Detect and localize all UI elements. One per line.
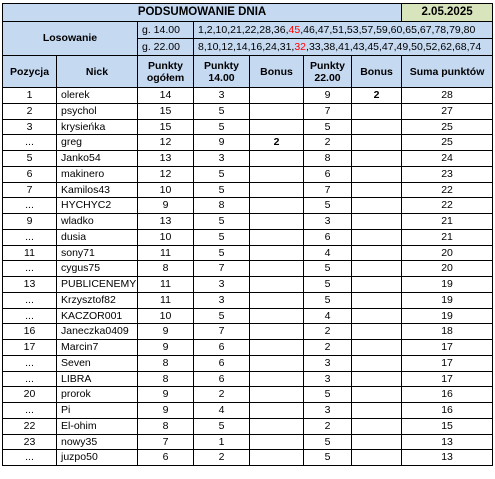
table-row xyxy=(3,371,493,387)
cell-sum: 17 xyxy=(402,371,493,387)
cell-nick: makinero xyxy=(57,166,138,182)
cell-bonus-14 xyxy=(250,245,304,261)
cell-nick: prorok xyxy=(57,387,138,403)
table-row xyxy=(3,103,493,119)
cell-bonus-14 xyxy=(250,214,304,230)
cell-bonus-22 xyxy=(352,403,402,419)
cell-bonus-14 xyxy=(250,229,304,245)
cell-sum: 19 xyxy=(402,308,493,324)
cell-bonus-22 xyxy=(352,261,402,277)
cell-points-22: 5 xyxy=(304,198,352,214)
cell-position: 6 xyxy=(3,166,57,182)
cell-total: 8 xyxy=(138,418,194,434)
cell-nick: LIBRA xyxy=(57,371,138,387)
cell-points-22: 9 xyxy=(304,88,352,104)
cell-bonus-14 xyxy=(250,308,304,324)
cell-bonus-14 xyxy=(250,387,304,403)
col-header-bonus-14: Bonus xyxy=(250,56,304,88)
cell-points-22: 2 xyxy=(304,340,352,356)
table-row xyxy=(3,151,493,167)
table-row xyxy=(3,340,493,356)
cell-position: 16 xyxy=(3,324,57,340)
title-row xyxy=(3,4,493,22)
cell-total: 14 xyxy=(138,88,194,104)
table-row xyxy=(3,214,493,230)
cell-bonus-14 xyxy=(250,103,304,119)
cell-bonus-22 xyxy=(352,182,402,198)
cell-bonus-22 xyxy=(352,418,402,434)
cell-position: 2 xyxy=(3,103,57,119)
cell-position: ... xyxy=(3,450,57,466)
cell-points-14: 3 xyxy=(194,88,250,104)
cell-bonus-14 xyxy=(250,450,304,466)
cell-points-22: 5 xyxy=(304,261,352,277)
cell-total: 9 xyxy=(138,403,194,419)
cell-sum: 17 xyxy=(402,355,493,371)
cell-nick: sony71 xyxy=(57,245,138,261)
cell-nick: wladko xyxy=(57,214,138,230)
cell-points-14: 5 xyxy=(194,182,250,198)
cell-bonus-14 xyxy=(250,340,304,356)
cell-points-22: 5 xyxy=(304,450,352,466)
col-header-total: Punkty ogółem xyxy=(138,56,194,88)
table-row xyxy=(3,418,493,434)
table-row xyxy=(3,277,493,293)
table-row xyxy=(3,450,493,466)
cell-total: 15 xyxy=(138,103,194,119)
cell-sum: 13 xyxy=(402,434,493,450)
cell-points-22: 6 xyxy=(304,229,352,245)
cell-bonus-14 xyxy=(250,418,304,434)
cell-points-22: 5 xyxy=(304,387,352,403)
cell-sum: 19 xyxy=(402,292,493,308)
cell-bonus-22 xyxy=(352,340,402,356)
cell-position: ... xyxy=(3,308,57,324)
cell-nick: KACZOR001 xyxy=(57,308,138,324)
cell-points-14: 8 xyxy=(194,198,250,214)
cell-position: 17 xyxy=(3,340,57,356)
draw-numbers-1: 1,2,10,21,22,28,36,45,46,47,51,53,57,59,60,65,67,78,79,80 xyxy=(194,22,493,39)
cell-sum: 24 xyxy=(402,151,493,167)
cell-bonus-14 xyxy=(250,166,304,182)
cell-position: 3 xyxy=(3,119,57,135)
cell-nick: cygus75 xyxy=(57,261,138,277)
cell-points-14: 5 xyxy=(194,245,250,261)
cell-nick: Seven xyxy=(57,355,138,371)
cell-bonus-14: 2 xyxy=(250,135,304,151)
cell-bonus-14 xyxy=(250,292,304,308)
cell-bonus-22 xyxy=(352,277,402,293)
highlighted-number-2: 32 xyxy=(294,40,307,53)
cell-nick: psychol xyxy=(57,103,138,119)
cell-total: 11 xyxy=(138,245,194,261)
col-header-bonus-22: Bonus xyxy=(352,56,402,88)
cell-points-22: 3 xyxy=(304,403,352,419)
cell-points-14: 7 xyxy=(194,261,250,277)
cell-bonus-14 xyxy=(250,324,304,340)
cell-position: ... xyxy=(3,135,57,151)
cell-points-14: 2 xyxy=(194,387,250,403)
table-row xyxy=(3,135,493,151)
cell-bonus-14 xyxy=(250,261,304,277)
cell-total: 10 xyxy=(138,308,194,324)
cell-points-22: 2 xyxy=(304,135,352,151)
cell-sum: 21 xyxy=(402,214,493,230)
cell-sum: 18 xyxy=(402,324,493,340)
cell-points-22: 5 xyxy=(304,292,352,308)
cell-bonus-22 xyxy=(352,166,402,182)
cell-position: ... xyxy=(3,371,57,387)
col-header-points-14: Punkty 14.00 xyxy=(194,56,250,88)
cell-total: 10 xyxy=(138,182,194,198)
cell-sum: 25 xyxy=(402,135,493,151)
cell-total: 15 xyxy=(138,119,194,135)
cell-points-14: 5 xyxy=(194,418,250,434)
draw-time-1: g. 14.00 xyxy=(138,22,194,39)
cell-points-22: 7 xyxy=(304,182,352,198)
cell-bonus-22 xyxy=(352,292,402,308)
table-row xyxy=(3,229,493,245)
cell-nick: dusia xyxy=(57,229,138,245)
cell-sum: 25 xyxy=(402,119,493,135)
cell-position: 7 xyxy=(3,182,57,198)
cell-total: 7 xyxy=(138,434,194,450)
cell-points-14: 3 xyxy=(194,292,250,308)
cell-sum: 20 xyxy=(402,245,493,261)
cell-position: 13 xyxy=(3,277,57,293)
cell-bonus-14 xyxy=(250,277,304,293)
cell-total: 9 xyxy=(138,198,194,214)
cell-bonus-22: 2 xyxy=(352,88,402,104)
cell-bonus-22 xyxy=(352,355,402,371)
cell-points-22: 6 xyxy=(304,166,352,182)
cell-points-22: 5 xyxy=(304,434,352,450)
cell-sum: 22 xyxy=(402,182,493,198)
cell-nick: Kamilos43 xyxy=(57,182,138,198)
summary-table xyxy=(2,3,493,466)
cell-points-14: 5 xyxy=(194,103,250,119)
table-row xyxy=(3,119,493,135)
table-row xyxy=(3,245,493,261)
cell-position: ... xyxy=(3,403,57,419)
cell-nick: greg xyxy=(57,135,138,151)
cell-position: ... xyxy=(3,198,57,214)
cell-points-22: 4 xyxy=(304,308,352,324)
table-row xyxy=(3,308,493,324)
cell-nick: Krzysztof82 xyxy=(57,292,138,308)
table-row xyxy=(3,403,493,419)
cell-total: 13 xyxy=(138,151,194,167)
cell-points-14: 5 xyxy=(194,229,250,245)
cell-bonus-22 xyxy=(352,387,402,403)
cell-total: 11 xyxy=(138,277,194,293)
cell-bonus-14 xyxy=(250,119,304,135)
cell-points-14: 5 xyxy=(194,214,250,230)
cell-points-14: 5 xyxy=(194,166,250,182)
cell-sum: 28 xyxy=(402,88,493,104)
cell-sum: 17 xyxy=(402,340,493,356)
cell-points-14: 3 xyxy=(194,277,250,293)
cell-points-14: 6 xyxy=(194,340,250,356)
cell-total: 13 xyxy=(138,214,194,230)
table-row xyxy=(3,166,493,182)
cell-sum: 23 xyxy=(402,166,493,182)
cell-points-22: 4 xyxy=(304,245,352,261)
cell-points-14: 7 xyxy=(194,324,250,340)
cell-position: 22 xyxy=(3,418,57,434)
cell-total: 8 xyxy=(138,261,194,277)
cell-bonus-22 xyxy=(352,103,402,119)
cell-total: 12 xyxy=(138,166,194,182)
cell-bonus-14 xyxy=(250,434,304,450)
col-header-points-22: Punkty 22.00 xyxy=(304,56,352,88)
cell-bonus-14 xyxy=(250,371,304,387)
table-row xyxy=(3,292,493,308)
cell-points-22: 3 xyxy=(304,371,352,387)
cell-nick: Janko54 xyxy=(57,151,138,167)
cell-nick: El-ohim xyxy=(57,418,138,434)
cell-bonus-14 xyxy=(250,403,304,419)
page-title: PODSUMOWANIE DNIA xyxy=(3,4,402,22)
cell-bonus-14 xyxy=(250,355,304,371)
cell-points-22: 3 xyxy=(304,214,352,230)
cell-nick: Pi xyxy=(57,403,138,419)
draw-time-2: g. 22.00 xyxy=(138,39,194,56)
cell-bonus-14 xyxy=(250,88,304,104)
cell-bonus-22 xyxy=(352,450,402,466)
cell-points-14: 1 xyxy=(194,434,250,450)
cell-total: 10 xyxy=(138,229,194,245)
cell-sum: 22 xyxy=(402,198,493,214)
cell-bonus-22 xyxy=(352,434,402,450)
cell-total: 9 xyxy=(138,324,194,340)
cell-bonus-22 xyxy=(352,214,402,230)
cell-points-14: 6 xyxy=(194,355,250,371)
cell-position: ... xyxy=(3,229,57,245)
cell-total: 8 xyxy=(138,371,194,387)
cell-position: ... xyxy=(3,355,57,371)
cell-points-22: 5 xyxy=(304,277,352,293)
cell-bonus-14 xyxy=(250,182,304,198)
table-row xyxy=(3,182,493,198)
cell-bonus-22 xyxy=(352,198,402,214)
cell-bonus-22 xyxy=(352,324,402,340)
cell-bonus-22 xyxy=(352,308,402,324)
cell-points-14: 5 xyxy=(194,119,250,135)
cell-sum: 16 xyxy=(402,403,493,419)
cell-nick: krysieńka xyxy=(57,119,138,135)
cell-points-22: 8 xyxy=(304,151,352,167)
cell-nick: Janeczka0409 xyxy=(57,324,138,340)
table-row xyxy=(3,324,493,340)
cell-sum: 19 xyxy=(402,277,493,293)
cell-total: 11 xyxy=(138,292,194,308)
cell-points-22: 3 xyxy=(304,355,352,371)
cell-total: 12 xyxy=(138,135,194,151)
cell-bonus-22 xyxy=(352,119,402,135)
cell-total: 9 xyxy=(138,387,194,403)
cell-bonus-22 xyxy=(352,135,402,151)
cell-bonus-14 xyxy=(250,198,304,214)
report-date: 2.05.2025 xyxy=(402,4,493,22)
cell-points-14: 9 xyxy=(194,135,250,151)
cell-nick: juzpo50 xyxy=(57,450,138,466)
cell-nick: HYCHYC2 xyxy=(57,198,138,214)
cell-position: 9 xyxy=(3,214,57,230)
cell-points-14: 4 xyxy=(194,403,250,419)
cell-total: 9 xyxy=(138,340,194,356)
cell-position: 5 xyxy=(3,151,57,167)
col-header-nick: Nick xyxy=(57,56,138,88)
cell-bonus-14 xyxy=(250,151,304,167)
cell-sum: 21 xyxy=(402,229,493,245)
col-header-position: Pozycja xyxy=(3,56,57,88)
cell-position: 1 xyxy=(3,88,57,104)
cell-points-14: 5 xyxy=(194,308,250,324)
col-header-sum: Suma punktów xyxy=(402,56,493,88)
cell-nick: Marcin7 xyxy=(57,340,138,356)
cell-sum: 13 xyxy=(402,450,493,466)
cell-bonus-22 xyxy=(352,371,402,387)
cell-points-14: 6 xyxy=(194,371,250,387)
draw-row-1 xyxy=(3,22,493,39)
cell-points-22: 2 xyxy=(304,324,352,340)
table-row xyxy=(3,198,493,214)
cell-position: 20 xyxy=(3,387,57,403)
cell-total: 6 xyxy=(138,450,194,466)
cell-position: ... xyxy=(3,292,57,308)
cell-sum: 15 xyxy=(402,418,493,434)
draw-numbers-2: 8,10,12,14,16,24,31,32,33,38,41,43,45,47,49,50,52,62,68,74 xyxy=(194,39,493,56)
column-header-row xyxy=(3,56,493,88)
cell-position: 23 xyxy=(3,434,57,450)
cell-sum: 20 xyxy=(402,261,493,277)
cell-points-14: 2 xyxy=(194,450,250,466)
cell-position: 11 xyxy=(3,245,57,261)
cell-nick: nowy35 xyxy=(57,434,138,450)
cell-sum: 27 xyxy=(402,103,493,119)
table-row xyxy=(3,434,493,450)
cell-points-22: 5 xyxy=(304,119,352,135)
cell-sum: 16 xyxy=(402,387,493,403)
draw-label: Losowanie xyxy=(3,22,138,56)
cell-points-14: 3 xyxy=(194,151,250,167)
table-row xyxy=(3,88,493,104)
cell-total: 8 xyxy=(138,355,194,371)
cell-bonus-22 xyxy=(352,229,402,245)
cell-bonus-22 xyxy=(352,245,402,261)
cell-points-22: 2 xyxy=(304,418,352,434)
cell-nick: PUBLICENEMY xyxy=(57,277,138,293)
cell-nick: olerek xyxy=(57,88,138,104)
highlighted-number-1: 45 xyxy=(288,23,301,36)
table-row xyxy=(3,387,493,403)
cell-points-22: 7 xyxy=(304,103,352,119)
table-row xyxy=(3,261,493,277)
cell-position: ... xyxy=(3,261,57,277)
cell-bonus-22 xyxy=(352,151,402,167)
table-row xyxy=(3,355,493,371)
